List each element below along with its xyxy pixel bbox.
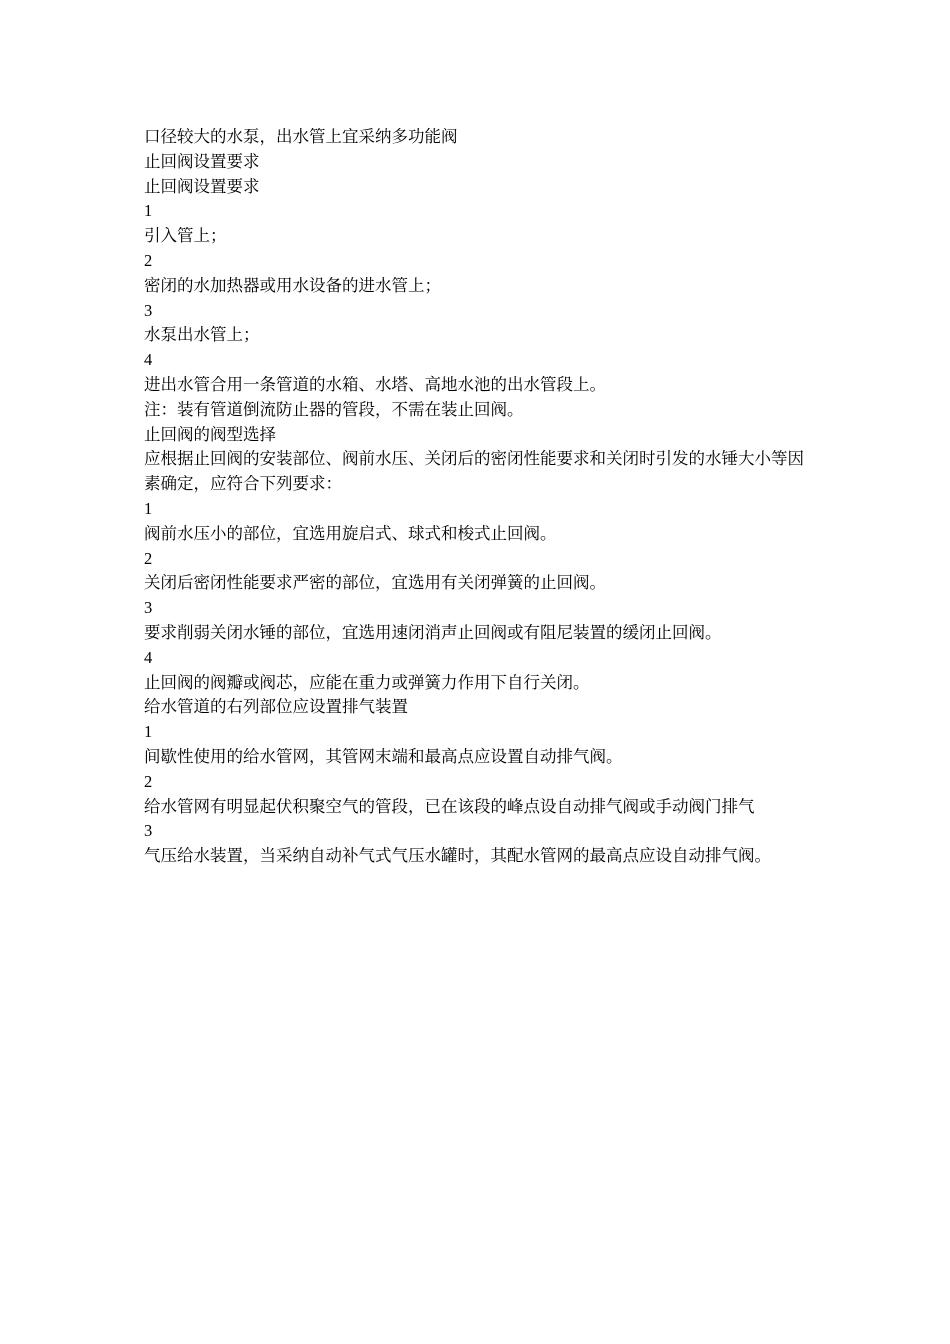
list-item-text: 间歇性使用的给水管网，其管网末端和最高点应设置自动排气阀。 [144, 746, 623, 766]
list-item-text: 关闭后密闭性能要求严密的部位，宜选用有关闭弹簧的止回阀。 [144, 573, 606, 593]
list-number: 3 [144, 598, 153, 618]
list-number: 2 [144, 548, 153, 568]
list-number: 1 [144, 722, 153, 742]
heading-exhaust-device-locations: 给水管道的右列部位应设置排气装置 [144, 697, 408, 717]
list-item-text: 要求削弱关闭水锤的部位，宜选用速闭消声止回阀或有阻尼装置的缓闭止回阀。 [144, 622, 722, 642]
list-item-text: 密闭的水加热器或用水设备的进水管上； [144, 275, 441, 295]
list-item-text: 阀前水压小的部位，宜选用旋启式、球式和梭式止回阀。 [144, 523, 557, 543]
list-item-text: 气压给水装置，当采纳自动补气式气压水罐时，其配水管网的最高点应设自动排气阀。 [144, 846, 771, 866]
note-text: 注：装有管道倒流防止器的管段，不需在装止回阀。 [144, 399, 524, 419]
paragraph-selection-criteria: 应根据止回阀的安装部位、阀前水压、关闭后的密闭性能要求和关闭时引发的水锤大小等因素确定，应符合下列要求： [144, 449, 804, 494]
list-item-text: 给水管网有明显起伏积聚空气的管段，已在该段的峰点设自动排气阀或手动阀门排气 [144, 796, 755, 816]
heading-check-valve-type-selection: 止回阀的阀型选择 [144, 424, 276, 444]
heading-check-valve-requirements: 止回阀设置要求 [144, 151, 260, 171]
list-number: 2 [144, 771, 153, 791]
list-item-text: 止回阀的阀瓣或阀芯，应能在重力或弹簧力作用下自行关闭。 [144, 672, 590, 692]
list-item-text: 进出水管合用一条管道的水箱、水塔、高地水池的出水管段上。 [144, 374, 606, 394]
subheading-check-valve-requirements: 止回阀设置要求 [144, 176, 260, 196]
list-number: 2 [144, 250, 153, 270]
document-body [144, 125, 824, 869]
list-item-text: 引入管上； [144, 226, 227, 246]
list-number: 1 [144, 201, 153, 221]
list-item-text: 水泵出水管上； [144, 325, 260, 345]
list-number: 1 [144, 498, 153, 518]
list-number: 4 [144, 350, 153, 370]
list-number: 3 [144, 300, 153, 320]
paragraph-pump-outlet-valve: 口径较大的水泵，出水管上宜采纳多功能阀 [144, 127, 458, 146]
list-number: 4 [144, 647, 153, 667]
list-number: 3 [144, 821, 153, 841]
